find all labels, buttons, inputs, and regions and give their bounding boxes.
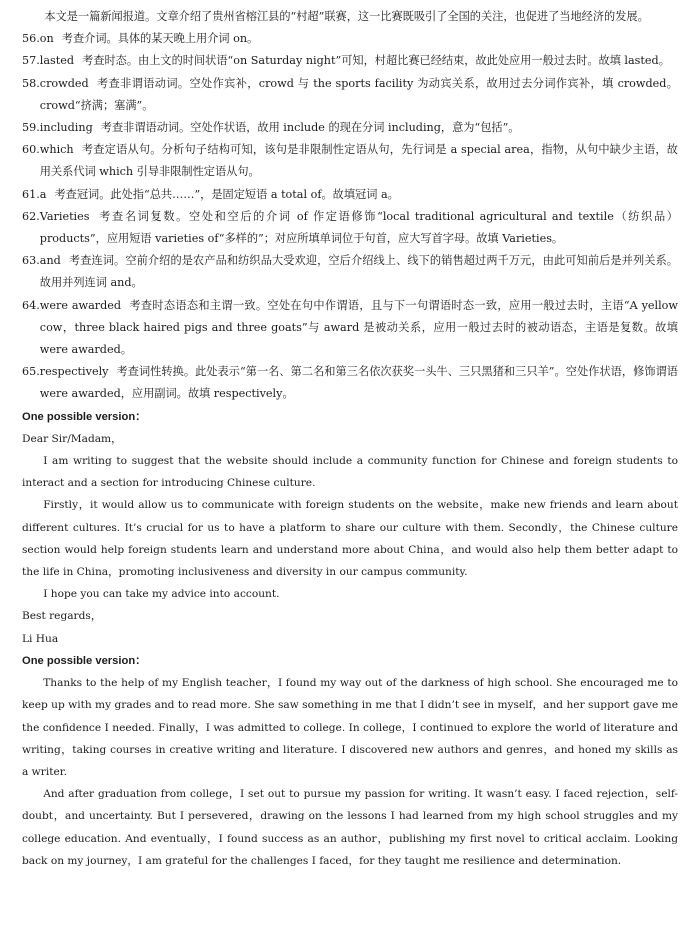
letter-paragraph: I am writing to suggest that the website should include a community function for Chinese and foreign students to interact and a section for introducing Chinese culture. <box>22 455 678 490</box>
letter-heading: One possible version： <box>22 410 147 423</box>
item-explanation: 考查连词。空前介绍的是农产品和纺织品大受欢迎，空后介绍线上、线下的销售超过两千万元，由此可知前后是并列关系。故用并列连词 and。 <box>39 254 678 290</box>
item-explanation: 考查非谓语动词。空处作宾补，crowd 与 the sports facility 为动宾关系，故用过去分词作宾补，填 crowded。crowd“挤满；塞满”。 <box>39 76 678 112</box>
item-explanation: 考查词性转换。此处表示“第一名、第二名和第三名依次获奖一头牛、三只黑猪和三只羊”。空处作状语，修饰谓语 were awarded，应用副词。故填 respectively。 <box>39 365 678 401</box>
item-explanation: 考查冠词。此处指“总共……”，是固定短语 a total of。故填冠词 a。 <box>54 187 399 201</box>
answer-list <box>22 28 678 405</box>
item-explanation: 考查介词。具体的某天晚上用介词 on。 <box>61 32 259 46</box>
item-answer: respectively <box>39 365 109 379</box>
item-number: 60. <box>22 143 40 157</box>
letter-paragraph: Firstly，it would allow us to communicate with foreign students on the website，make new friends and learn about different cultures. It’s crucial for us to have a platform to share our culture with them. Secondly，the Chinese culture section would help foreign students learn and understand more about China，and would also help them better adapt to the life in China，promoting inclusiveness and diversity in our campus community. <box>22 499 678 579</box>
item-number: 56. <box>22 32 40 46</box>
answer-item-56 <box>22 28 678 50</box>
item-explanation: 考查时态语态和主谓一致。空处在句中作谓语，且与下一句谓语时态一致，应用一般过去时，主语“A yellow cow，three black haired pigs and three goats”与 award 是被动关系，应用一般过去时的被动语态，主语是复数。故填 were awarded。 <box>39 298 678 357</box>
letter-section <box>22 406 678 650</box>
item-explanation: 考查时态。由上文的时间状语“on Saturday night”可知，村超比赛已经结束，故此处应用一般过去时。故填 lasted。 <box>82 54 670 68</box>
story-section <box>22 650 678 872</box>
item-explanation: 考查名词复数。空处和空后的介词 of 作定语修饰“local traditional agricultural and textile（纺织品）products”，应用短语 varieties of“多样的”；对应所填单词位于句首，应大写首字母。故填 Varieties。 <box>39 209 678 246</box>
item-number: 64. <box>22 298 40 312</box>
answer-item-64 <box>22 295 678 362</box>
item-answer: lasted <box>39 54 75 68</box>
item-number: 59. <box>22 121 40 135</box>
item-number: 61. <box>22 187 40 201</box>
item-answer: including <box>39 121 93 135</box>
item-answer: on <box>39 32 54 46</box>
letter-closing: Best regards， <box>22 610 102 623</box>
letter-signature: Li Hua <box>22 632 59 645</box>
item-answer: which <box>39 143 74 157</box>
letter-salutation: Dear Sir/Madam， <box>22 432 122 445</box>
answer-item-57 <box>22 50 678 72</box>
answer-item-61 <box>22 184 678 206</box>
item-answer: and <box>39 254 61 268</box>
story-paragraph: Thanks to the help of my English teacher，I found my way out of the darkness of high school. She encouraged me to keep up with my grades and to read more. She saw something in me that I didn’t see in myself，and her support gave me the confidence I needed. Finally，I was admitted to college. In college，I continued to explore the world of literature and writing，taking courses in creative writing and literature. I discovered new authors and genres，and honed my skills as a writer. <box>22 677 678 778</box>
story-heading: One possible version： <box>22 654 147 667</box>
item-number: 58. <box>22 76 40 90</box>
item-answer: a <box>39 187 47 201</box>
answer-item-65 <box>22 361 678 405</box>
story-paragraph: And after graduation from college，I set out to pursue my passion for writing. It wasn’t easy. I faced rejection，self-doubt，and uncertainty. But I persevered，drawing on the lessons I had learned from my high school struggles and my college education. And eventually，I found success as an author，publishing my first novel to critical acclaim. Looking back on my journey，I am grateful for the challenges I faced，for they taught me resilience and determination. <box>22 788 678 867</box>
answer-item-58 <box>22 73 678 117</box>
item-explanation: 考查定语从句。分析句子结构可知，该句是非限制性定语从句，先行词是 a special area，指物，从句中缺少主语，故用关系代词 which 引导非限制性定语从句。 <box>39 143 678 179</box>
item-number: 57. <box>22 54 40 68</box>
item-number: 63. <box>22 254 40 268</box>
item-number: 62. <box>22 209 40 223</box>
item-answer: Varieties <box>39 209 90 223</box>
item-answer: crowded <box>39 76 89 90</box>
item-explanation: 考查非谓语动词。空处作状语，故用 include 的现在分词 including，意为“包括”。 <box>100 121 520 135</box>
answer-item-63 <box>22 250 678 294</box>
passage-summary: 本文是一篇新闻报道。文章介绍了贵州省榕江县的“村超”联赛，这一比赛既吸引了全国的关注，也促进了当地经济的发展。 <box>44 10 649 23</box>
answer-item-59 <box>22 117 678 139</box>
item-number: 65. <box>22 365 40 379</box>
answer-item-60 <box>22 139 678 183</box>
letter-paragraph: I hope you can take my advice into account. <box>43 588 280 601</box>
item-answer: were awarded <box>39 298 122 312</box>
answer-item-62 <box>22 206 678 250</box>
